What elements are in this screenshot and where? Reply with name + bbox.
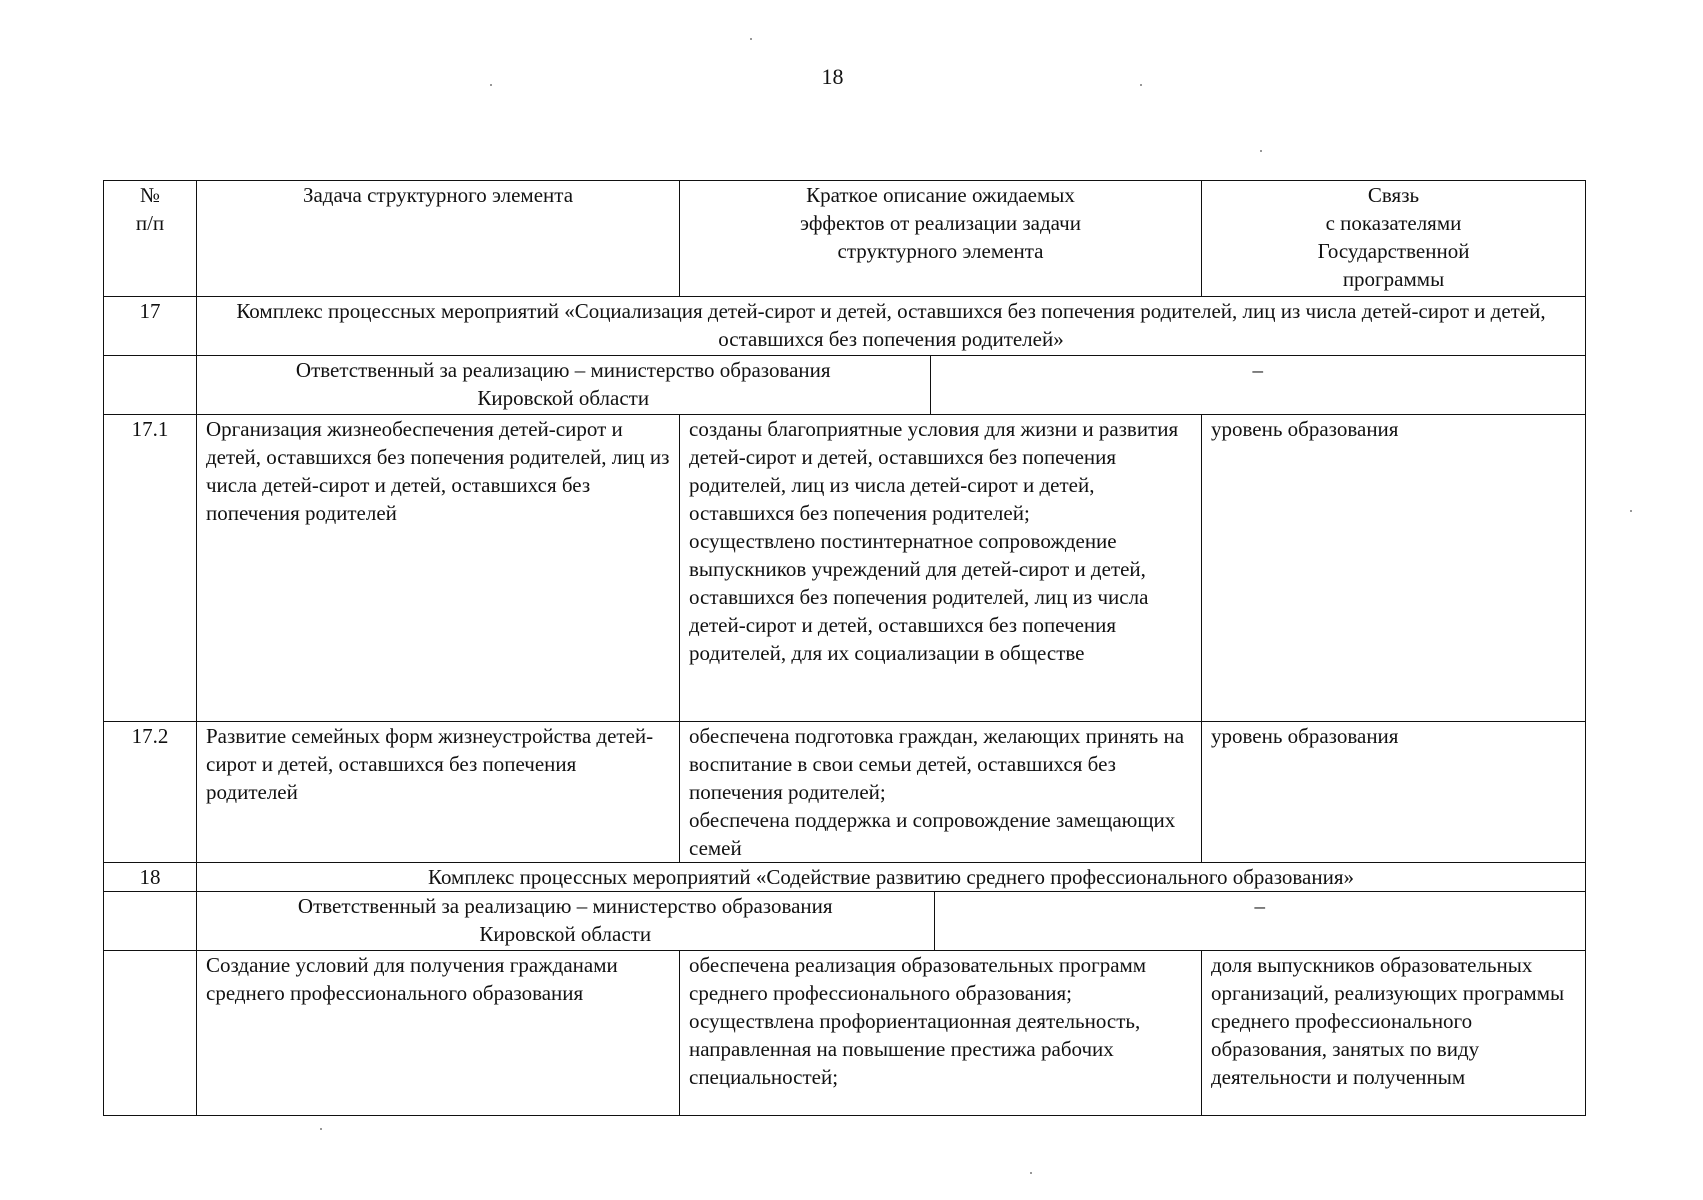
responsible-cell <box>197 892 1586 951</box>
scan-speck <box>750 38 752 40</box>
header-link: Связь с показателями Государственной программы <box>1202 181 1586 297</box>
program-table <box>103 180 1586 1116</box>
responsible-split <box>197 892 1585 950</box>
row-17-2-number: 17.2 <box>104 722 197 863</box>
row-17-2-link: уровень образования <box>1202 722 1586 863</box>
scan-speck <box>490 84 492 86</box>
section-18-responsible-link: – <box>1254 894 1265 918</box>
section-18-responsible-row <box>104 892 1586 951</box>
table-row <box>104 415 1586 722</box>
table-row <box>104 722 1586 863</box>
section-17-responsible-link: – <box>1252 358 1263 382</box>
row-17-1-number: 17.1 <box>104 415 197 722</box>
row-18-task: Создание условий для получения гражданами среднего профессионального образования <box>197 951 680 1116</box>
row-18-link: доля выпускников образовательных организаций, реализующих программы среднего профессионального образования, занятых по виду деятельности и полученным <box>1202 951 1586 1116</box>
responsible-cell <box>197 356 1586 415</box>
responsible-split <box>197 356 1585 414</box>
row-17-1-effects: созданы благоприятные условия для жизни и развития детей-сирот и детей, оставшихся без попечения родителей, лиц из числа детей-сирот и детей, оставшихся без попечения родителей; осуществлено постинтернатное сопровождение выпускников учреждений для детей-сирот и детей, оставшихся без попечения родителей, лиц из числа детей-сирот и детей, оставшихся без попечения родителей, для их социализации в обществе <box>680 415 1202 722</box>
section-18-responsible: Ответственный за реализацию – министерство образования Кировской области <box>197 892 934 950</box>
section-17-title: Комплекс процессных мероприятий «Социализация детей-сирот и детей, оставшихся без попечения родителей, лиц из числа детей-сирот и детей, оставшихся без попечения родителей» <box>197 297 1586 356</box>
table-row <box>104 951 1586 1116</box>
row-18-effects: обеспечена реализация образовательных программ среднего профессионального образования; осуществлена профориентационная деятельность, направленная на повышение престижа рабочих специальностей; <box>680 951 1202 1116</box>
row-18-number <box>104 951 197 1116</box>
row-17-2-task: Развитие семейных форм жизнеустройства детей-сирот и детей, оставшихся без попечения родителей <box>197 722 680 863</box>
scan-speck <box>1140 84 1142 86</box>
row-17-2-effects: обеспечена подготовка граждан, желающих принять на воспитание в свои семьи детей, оставшихся без попечения родителей; обеспечена поддержка и сопровождение замещающих семей <box>680 722 1202 863</box>
section-18-title: Комплекс процессных мероприятий «Содействие развитию среднего профессионального образования» <box>197 863 1586 892</box>
empty-number-cell <box>104 892 197 951</box>
page-number: 18 <box>821 64 844 89</box>
scan-speck <box>1030 1172 1032 1174</box>
row-17-1-link: уровень образования <box>1202 415 1586 722</box>
header-effects: Краткое описание ожидаемых эффектов от реализации задачи структурного элемента <box>680 181 1202 297</box>
header-number: № п/п <box>104 181 197 297</box>
row-17-1-task: Организация жизнеобеспечения детей-сирот и детей, оставшихся без попечения родителей, лиц из числа детей-сирот и детей, оставшихся без попечения родителей <box>197 415 680 722</box>
section-17-number: 17 <box>104 297 197 356</box>
table-header-row <box>104 181 1586 297</box>
section-17-row <box>104 297 1586 356</box>
header-task: Задача структурного элемента <box>197 181 680 297</box>
section-18-row <box>104 863 1586 892</box>
section-18-number: 18 <box>104 863 197 892</box>
empty-number-cell <box>104 356 197 415</box>
scan-speck <box>1260 150 1262 152</box>
scan-speck <box>320 1128 322 1130</box>
section-17-responsible-row <box>104 356 1586 415</box>
section-17-responsible: Ответственный за реализацию – министерство образования Кировской области <box>197 356 930 414</box>
scan-speck <box>1630 510 1632 512</box>
